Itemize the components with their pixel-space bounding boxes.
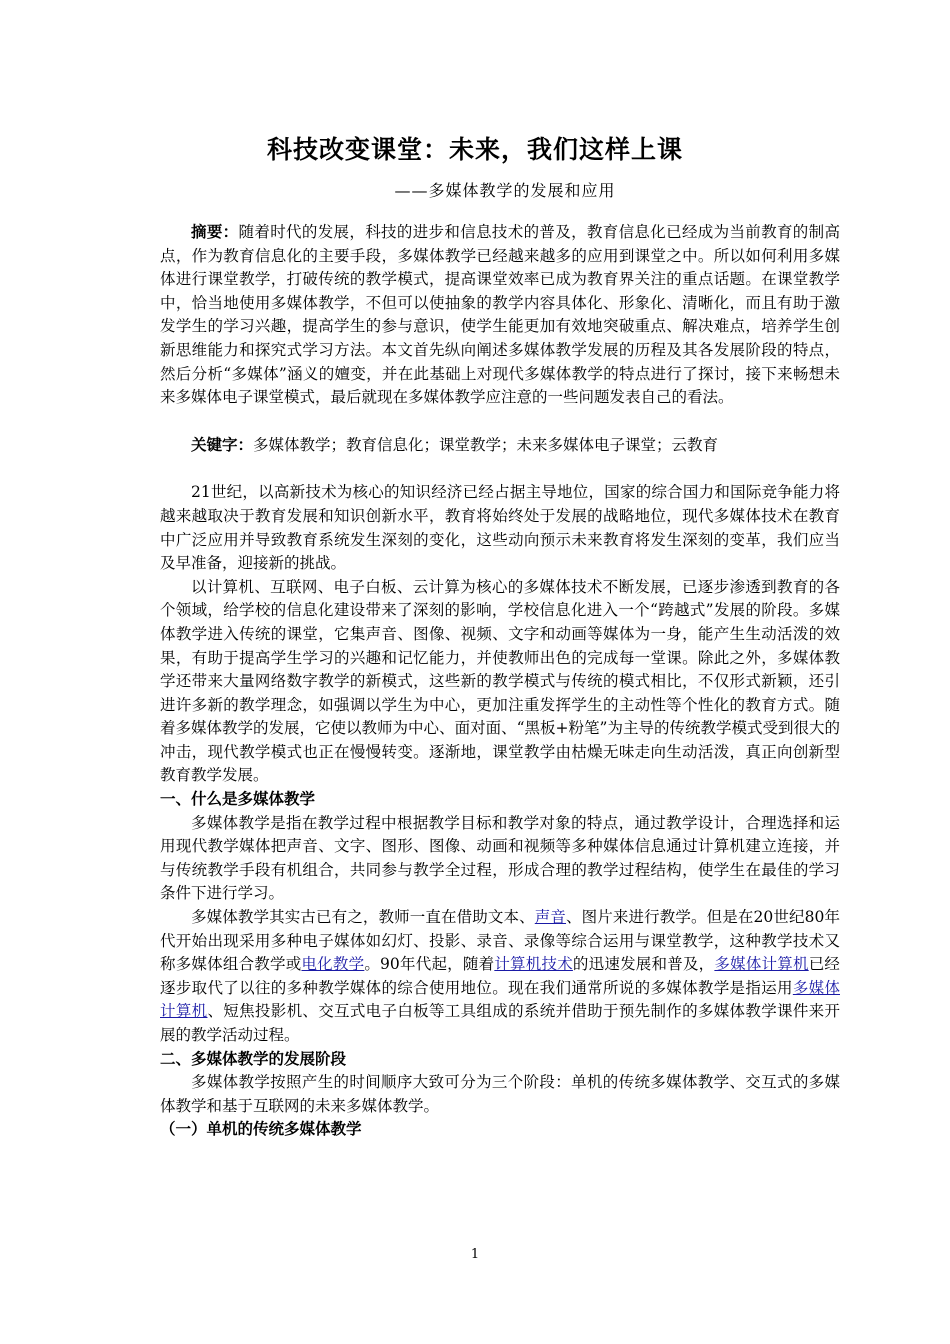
section-1-p2-text-a: 多媒体教学其实古已有之，教师一直在借助文本、	[191, 908, 535, 927]
section-2-paragraph-1: 多媒体教学按照产生的时间顺序大致可分为三个阶段：单机的传统多媒体教学、交互式的多媒体教学和基于互联网的未来多媒体教学。	[160, 1073, 840, 1115]
abstract-paragraph	[160, 221, 840, 410]
keywords-paragraph	[160, 434, 840, 458]
subsection-1-heading: （一）单机的传统多媒体教学	[160, 1120, 362, 1139]
link-multimedia-computer-2[interactable]: 多媒体计算机	[160, 978, 840, 1021]
keywords-text: 多媒体教学；教育信息化；课堂教学；未来多媒体电子课堂；云教育	[253, 435, 719, 454]
link-multimedia-computer[interactable]: 多媒体计算机	[714, 955, 809, 974]
document-body	[160, 221, 840, 1142]
section-1-p2-text-d: 的迅速发展和普及，	[572, 955, 715, 974]
abstract-label: 摘要：	[191, 223, 239, 241]
section-1-paragraph-2	[160, 906, 840, 1048]
section-1-p2-text-e: 已经逐步取代了以往的多种教学媒体的综合使用地位。现在我们通常所说的多媒体教学是指运用	[160, 955, 840, 997]
keywords-label: 关键字：	[191, 435, 254, 454]
section-1-paragraph-1: 多媒体教学是指在教学过程中根据教学目标和教学对象的特点，通过教学设计，合理选择和运用现代教学媒体把声音、文字、图形、图像、动画和视频等多种媒体信息通过计算机建立连接，并与传统教学手段有机组合，共同参与教学全过程，形成合理的教学过程结构，使学生在最佳的学习条件下进行学习。	[160, 813, 840, 903]
section-1-heading: 一、什么是多媒体教学	[160, 790, 316, 809]
abstract-text: 随着时代的发展，科技的进步和信息技术的普及，教育信息化已经成为当前教育的制高点，作为教育信息化的主要手段，多媒体教学已经越来越多的应用到课堂之中。所以如何利用多媒体进行课堂教学，打破传统的教学模式，提高课堂效率已成为教育界关注的重点话题。在课堂教学中，恰当地使用多媒体教学，不但可以使抽象的教学内容具体化、形象化、清晰化，而且有助于激发学生的学习兴趣，提高学生的参与意识，使学生能更加有效地突破重点、解决难点，培养学生创新思维能力和探究式学习方法。本文首先纵向阐述多媒体教学发展的历程及其各发展阶段的特点，然后分析“多媒体”涵义的嬗变，并在此基础上对现代多媒体教学的特点进行了探讨，接下来畅想未来多媒体电子课堂模式，最后就现在多媒体教学应注意的一些问题发表自己的看法。	[160, 223, 840, 407]
intro-paragraph-1: 21世纪，以高新技术为核心的知识经济已经占据主导地位，国家的综合国力和国际竞争能力将越来越取决于教育发展和知识创新水平，教育将始终处于发展的战略地位，现代多媒体技术在教育中广泛应用并导致教育系统发生深刻的变化，这些动向预示未来教育将发生深刻的变革，我们应当及早准备，迎接新的挑战。	[160, 483, 840, 573]
document-subtitle: ——多媒体教学的发展和应用	[394, 181, 616, 200]
intro-paragraph-2: 以计算机、互联网、电子白板、云计算为核心的多媒体技术不断发展，已逐步渗透到教育的各个领域，给学校的信息化建设带来了深刻的影响，学校信息化进入一个“跨越式”发展的阶段。多媒体教学进入传统的课堂，它集声音、图像、视频、文字和动画等媒体为一身，能产生生动活泼的效果，有助于提高学生学习的兴趣和记忆能力，并使教师出色的完成每一堂课。除此之外，多媒体教学还带来大量网络数字教学的新模式，这些新的教学模式与传统的模式相比，不仅形式新颖，还引进许多新的教学理念，如强调以学生为中心，更加注重发挥学生的主动性等个性化的教育方式。随着多媒体教学的发展，它使以教师为中心、面对面、“黑板+粉笔”为主导的传统教学模式受到很大的冲击，现代教学模式也正在慢慢转变。逐渐地，课堂教学由枯燥无味走向生动活泼，真正向创新型教育教学发展。	[160, 577, 840, 785]
link-sound[interactable]: 声音	[534, 908, 567, 927]
section-1-p2-text-f: 、短焦投影机、交互式电子白板等工具组成的系统并借助于预先制作的多媒体教学课件来开展的教学活动过程。	[160, 1002, 840, 1044]
link-computer-technology[interactable]: 计算机技术	[494, 955, 573, 974]
page-number: 1	[470, 1247, 480, 1262]
section-1-p2-text-b: 、图片来进行教学。但是在20世纪80年代开始出现采用多种电子媒体如幻灯、投影、录音、录像等综合运用与课堂教学，这种教学技术又称多媒体组合教学或	[160, 908, 840, 974]
section-2-heading: 二、多媒体教学的发展阶段	[160, 1049, 347, 1068]
document-title: 科技改变课堂：未来，我们这样上课	[266, 135, 683, 164]
link-dianhua[interactable]: 电化教学	[301, 955, 365, 974]
section-1-p2-text-c: 。90年代起，随着	[364, 955, 495, 974]
